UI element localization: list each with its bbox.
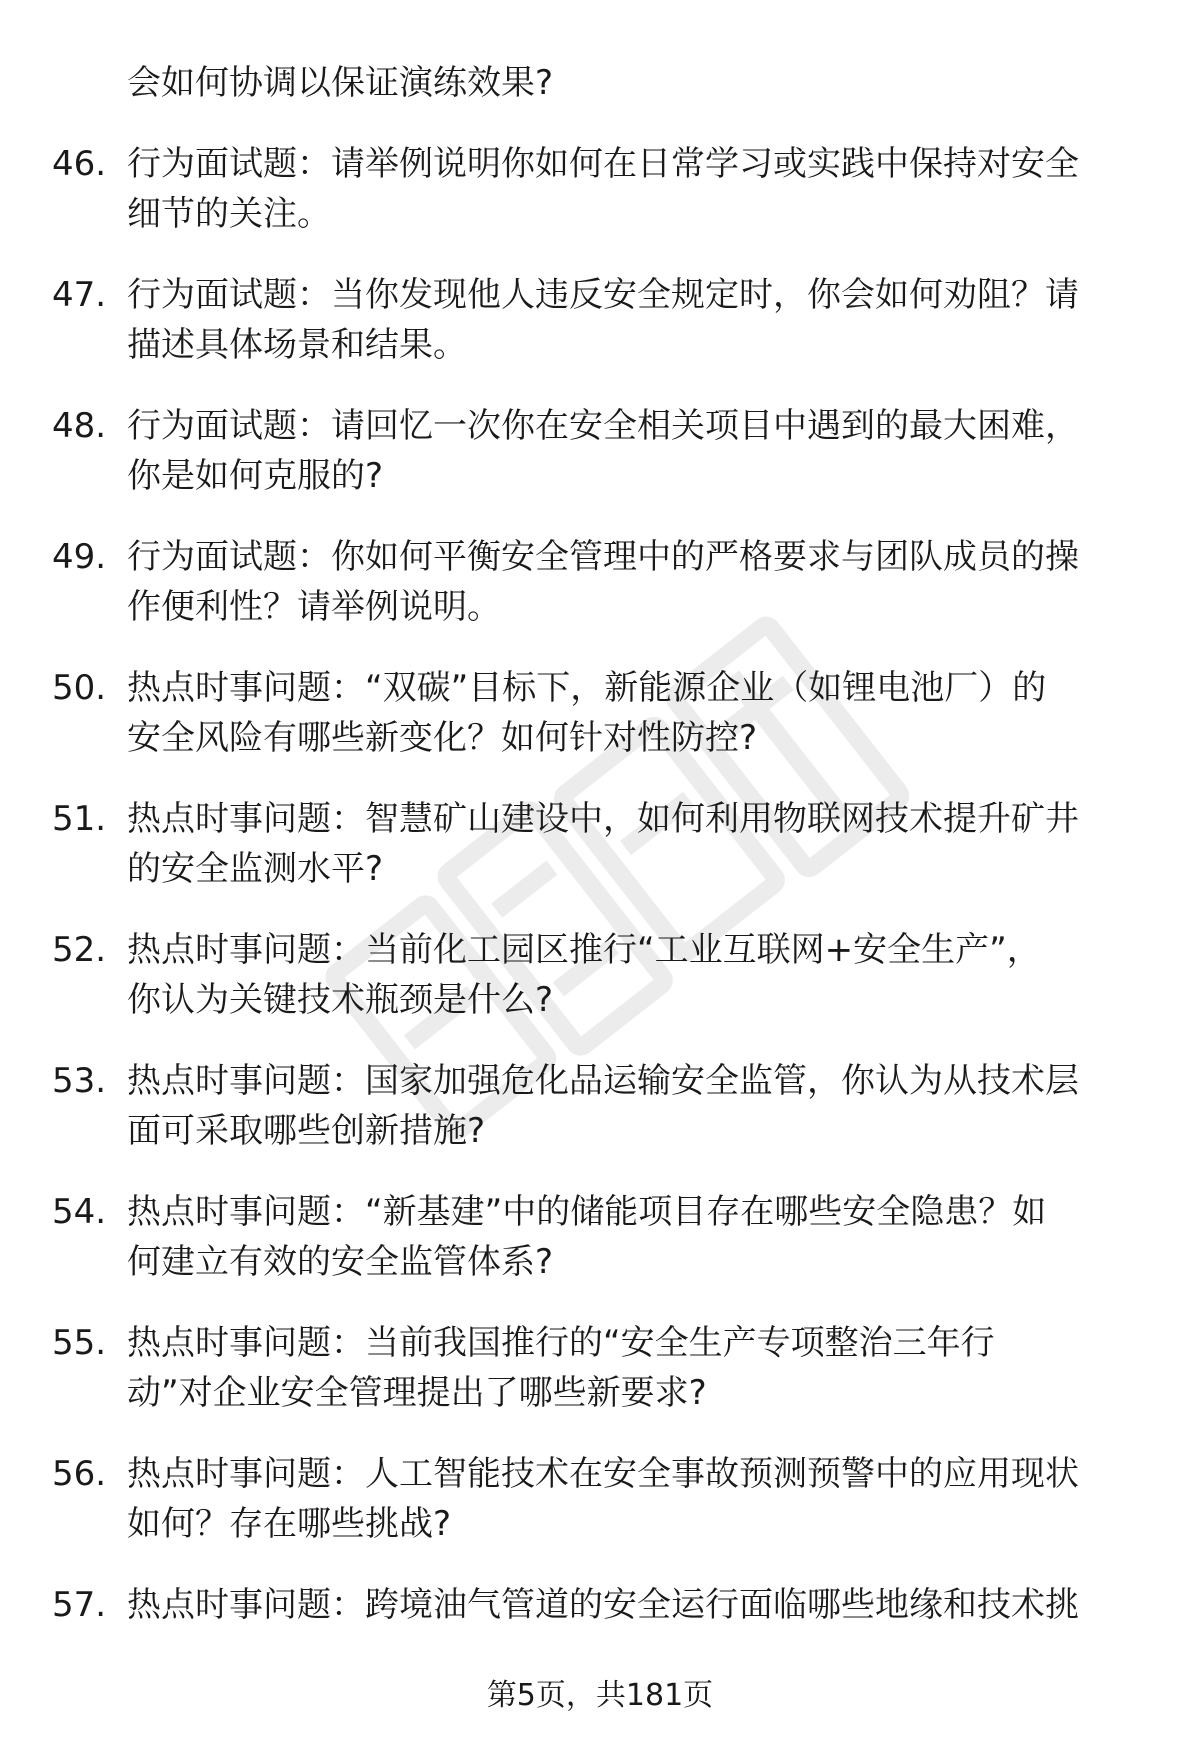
item-text-line: 你认为关键技术瓶颈是什么? [127, 980, 554, 1020]
item-number: 55. [52, 1323, 107, 1363]
item-text [127, 663, 1142, 763]
item-text-line: 热点时事问题：“双碳”目标下，新能源企业（如锂电池厂）的 [127, 668, 1047, 708]
page-footer: 第5页，共181页 [486, 1678, 714, 1713]
list-item [52, 1056, 1142, 1156]
item-text [127, 532, 1142, 632]
item-text-line: 何建立有效的安全监管体系? [127, 1242, 554, 1282]
item-number: 57. [52, 1585, 107, 1625]
item-text [127, 794, 1142, 894]
item-text-line: 安全风险有哪些新变化？如何针对性防控? [127, 718, 758, 758]
item-text-line: 面可采取哪些创新措施? [127, 1111, 486, 1151]
list-item [52, 401, 1142, 501]
item-text [127, 139, 1142, 239]
item-text-line: 热点时事问题：智慧矿山建设中，如何利用物联网技术提升矿井 [127, 799, 1079, 839]
list-item [52, 1449, 1142, 1549]
item-text [127, 925, 1142, 1025]
item-text [127, 1187, 1142, 1287]
list-item [52, 663, 1142, 763]
item-text [127, 270, 1142, 370]
item-text-line: 你是如何克服的? [127, 456, 384, 496]
item-text-line: 行为面试题：你如何平衡安全管理中的严格要求与团队成员的操 [127, 537, 1079, 577]
item-text [127, 1580, 1142, 1630]
item-number: 49. [52, 537, 107, 577]
list-item [52, 1187, 1142, 1287]
item-number: 48. [52, 406, 107, 446]
item-text-line: 作便利性？请举例说明。 [127, 587, 501, 627]
item-text [127, 1318, 1142, 1418]
list-item [52, 270, 1142, 370]
question-list [52, 58, 1142, 1630]
item-text-line: 描述具体场景和结果。 [127, 325, 467, 365]
continuation-line: 会如何协调以保证演练效果? [127, 63, 554, 103]
item-text-line: 行为面试题：当你发现他人违反安全规定时，你会如何劝阻？请 [127, 275, 1079, 315]
item-text-line: 热点时事问题：跨境油气管道的安全运行面临哪些地缘和技术挑 [127, 1585, 1079, 1625]
item-text [127, 1449, 1142, 1549]
item-number: 52. [52, 930, 107, 970]
list-item [52, 794, 1142, 894]
list-item [52, 925, 1142, 1025]
item-text-line: 热点时事问题：国家加强危化品运输安全监管，你认为从技术层 [127, 1061, 1079, 1101]
list-item [52, 139, 1142, 239]
item-text-line: 如何？存在哪些挑战? [127, 1504, 452, 1544]
list-item [52, 1580, 1142, 1630]
item-text-line: 行为面试题：请举例说明你如何在日常学习或实践中保持对安全 [127, 144, 1079, 184]
item-number: 47. [52, 275, 107, 315]
item-text-line: 细节的关注。 [127, 194, 331, 234]
item-text-line: 行为面试题：请回忆一次你在安全相关项目中遇到的最大困难， [127, 406, 1079, 446]
item-number: 50. [52, 668, 107, 708]
list-item [52, 532, 1142, 632]
item-number: 51. [52, 799, 107, 839]
item-text-line: 热点时事问题：“新基建”中的储能项目存在哪些安全隐患？如 [127, 1192, 1047, 1232]
item-text-line: 热点时事问题：人工智能技术在安全事故预测预警中的应用现状 [127, 1454, 1079, 1494]
item-text-line: 动”对企业安全管理提出了哪些新要求? [127, 1373, 707, 1413]
item-number: 54. [52, 1192, 107, 1232]
item-number: 53. [52, 1061, 107, 1101]
item-text-line: 热点时事问题：当前我国推行的“安全生产专项整治三年行 [127, 1323, 995, 1363]
item-number: 46. [52, 144, 107, 184]
item-number: 56. [52, 1454, 107, 1494]
list-item [52, 1318, 1142, 1418]
item-text-line: 热点时事问题：当前化工园区推行“工业互联网+安全生产”， [127, 930, 1041, 970]
item-text-line: 的安全监测水平? [127, 849, 384, 889]
items-container [52, 139, 1142, 1630]
item-text [127, 1056, 1142, 1156]
item-text [127, 401, 1142, 501]
